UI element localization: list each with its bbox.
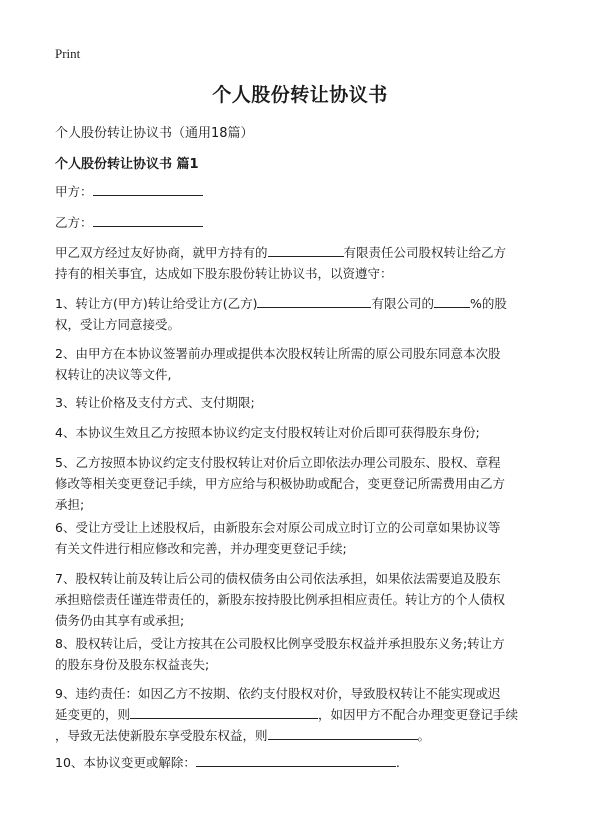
clause-7 xyxy=(55,568,550,631)
party-a-blank xyxy=(93,182,203,196)
clause-text: 。 xyxy=(417,728,431,743)
party-a-label: 甲方： xyxy=(55,184,93,199)
clause-text: 4、本协议生效且乙方按照本协议约定支付股权转让对价后即可获得股东身份; xyxy=(55,425,480,440)
clause-text: 10、本协议变更或解除： xyxy=(55,755,196,770)
clause-text: 承担赔偿责任谨连带责任的，新股东按持股比例承担相应责任。转让方的个人债权 xyxy=(55,592,506,607)
clause-text: 3、转让价格及支付方式、支付期限; xyxy=(55,395,255,410)
clause-text: 有关文件进行相应修改和完善，并办理变更登记手续; xyxy=(55,541,347,556)
party-b-label: 乙方： xyxy=(55,215,93,230)
penalty-a-blank xyxy=(130,705,318,719)
company-blank xyxy=(268,243,344,257)
intro-text: 有限责任公司股权转让给乙方 xyxy=(343,245,507,260)
intro-text: 甲乙双方经过友好协商，就甲方持有的 xyxy=(55,245,268,260)
clause-9 xyxy=(55,683,550,746)
clause-text: %的股 xyxy=(469,296,507,311)
section-title: 个人股份转让协议书 篇1 xyxy=(55,157,199,172)
clause-8 xyxy=(55,633,550,675)
print-label: Print xyxy=(55,46,81,61)
intro-text: 持有的相关事宜，达成如下股东股份转让协议书，以资遵守： xyxy=(55,266,393,281)
clause-text: 8、股权转让后，受让方按其在公司股权比例享受股东权益并承担股东义务;转让方 xyxy=(55,636,505,651)
clause-text: 1、转让方(甲方)转让给受让方(乙方) xyxy=(55,296,258,311)
clause-5 xyxy=(55,452,550,515)
clause-text: 6、受让方受让上述股权后，由新股东会对原公司成立时订立的公司章如果协议等 xyxy=(55,520,501,535)
clause-text: 债务仍由其享有或承担; xyxy=(55,613,185,628)
clause-text: 9、违约责任：如因乙方不按期、依约支付股权对价，导致股权转让不能实现或迟 xyxy=(55,686,501,701)
clause-text: 承担; xyxy=(55,497,85,512)
percent-blank xyxy=(434,294,470,308)
clause-2 xyxy=(55,343,550,385)
clause-text: 有限公司的 xyxy=(371,296,434,311)
intro-paragraph xyxy=(55,242,550,284)
clause-3 xyxy=(55,392,550,413)
clause-text: 延变更的，则 xyxy=(55,707,131,722)
document-title: 个人股份转让协议书 xyxy=(212,84,388,106)
clause-1 xyxy=(55,293,550,335)
clause-text: 5、乙方按照本协议约定支付股权转让对价后立即依法办理公司股东、股权、章程 xyxy=(55,455,501,470)
transferee-company-blank xyxy=(257,294,371,308)
clause-text: 2、由甲方在本协议签署前办理或提供本次股权转让所需的原公司股东同意本次股 xyxy=(55,346,501,361)
clause-10 xyxy=(55,752,550,773)
clause-text: 7、股权转让前及转让后公司的债权债务由公司依法承担，如果依法需要追及股东 xyxy=(55,571,501,586)
clause-text: 修改等相关变更登记手续，甲方应给与积极协助或配合，变更登记所需费用由乙方 xyxy=(55,476,506,491)
document-subtitle: 个人股份转让协议书（通用18篇） xyxy=(55,126,254,141)
party-a-line xyxy=(55,182,203,200)
amendment-blank xyxy=(196,753,396,767)
clause-text: 权，受让方同意接受。 xyxy=(55,317,181,332)
clause-4 xyxy=(55,422,550,443)
party-b-blank xyxy=(93,213,203,227)
party-b-line xyxy=(55,213,203,231)
penalty-b-blank xyxy=(268,726,418,740)
clause-text: . xyxy=(395,755,400,770)
clause-text: ，导致无法使新股东享受股东权益，则 xyxy=(55,728,268,743)
clause-6 xyxy=(55,517,550,559)
clause-text: 权转让的决议等文件, xyxy=(55,367,172,382)
clause-text: 的股东身份及股东权益丧失; xyxy=(55,657,210,672)
clause-text: ，如因甲方不配合办理变更登记手续 xyxy=(318,707,519,722)
